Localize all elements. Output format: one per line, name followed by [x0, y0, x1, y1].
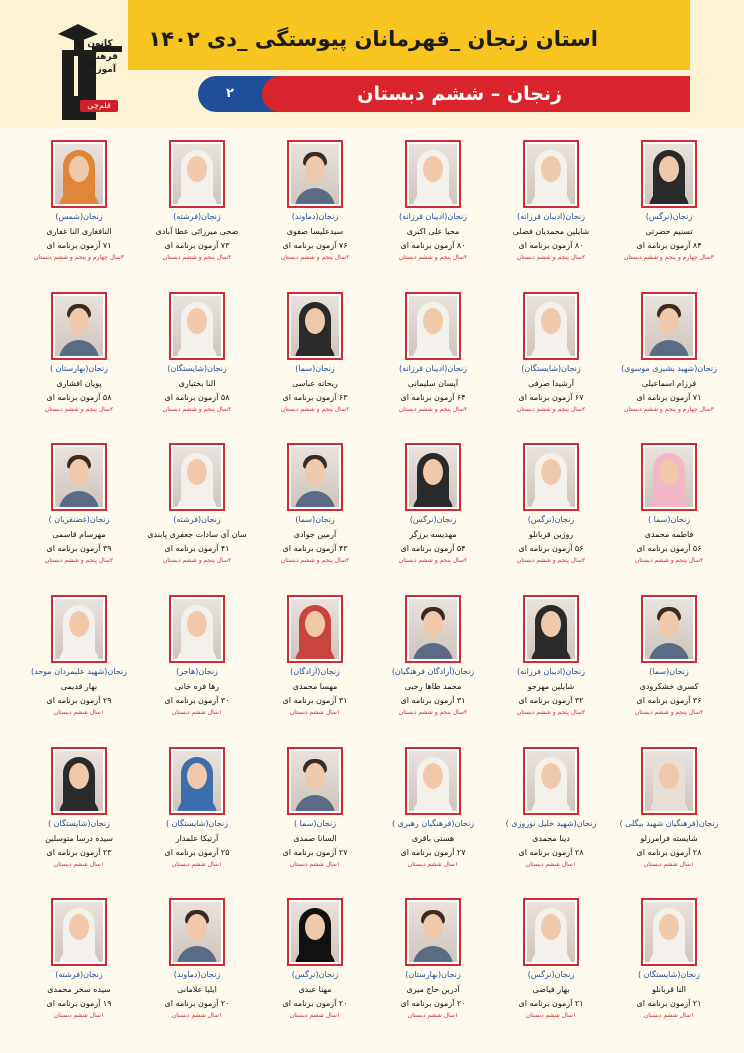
- student-name: محمد طاها رجبی: [404, 682, 462, 691]
- student-name: رها فره خانی: [174, 682, 220, 691]
- student-photo: [523, 595, 579, 663]
- student-card: [610, 288, 728, 440]
- student-name: مهدیسه برزگر: [409, 530, 457, 540]
- student-school: زنجان(شایستگان): [521, 363, 581, 373]
- photo-portrait: [55, 296, 103, 356]
- student-exam-count: ۵۸ آزمون برنامه ای: [46, 392, 112, 402]
- student-photo: [169, 747, 225, 815]
- photo-portrait: [173, 902, 221, 962]
- student-grid: [20, 136, 728, 1046]
- student-exam-count: ۷۳ آزمون برنامه ای: [164, 241, 230, 250]
- student-exam-count: ۶۷ آزمون برنامه ای: [518, 392, 584, 402]
- student-years: ۲سال پنجم و ششم دبستان: [162, 557, 232, 565]
- student-photo: [51, 140, 107, 208]
- photo-portrait: [645, 599, 693, 659]
- photo-portrait: [645, 751, 693, 811]
- student-name: السانا صمدی: [293, 833, 337, 843]
- student-school: زنجان(سما): [649, 667, 689, 676]
- photo-portrait: [291, 296, 339, 356]
- student-card: [492, 136, 610, 288]
- student-years: ۲سال پنجم و ششم دبستان: [398, 709, 468, 716]
- student-name: کسری خشکرودی: [639, 682, 699, 691]
- portrait-shoulders: [413, 643, 453, 659]
- portrait-face: [423, 763, 443, 789]
- student-years: ۱سال ششم دبستان: [171, 709, 223, 716]
- student-exam-count: ۳۱ آزمون برنامه ای: [282, 696, 348, 705]
- portrait-shoulders: [413, 946, 453, 962]
- student-name: تسنیم حضرتی: [645, 227, 693, 236]
- student-years: ۲سال پنجم و ششم دبستان: [634, 709, 704, 716]
- photo-portrait: [55, 902, 103, 962]
- student-exam-count: ۲۱ آزمون برنامه ای: [636, 999, 702, 1009]
- student-card: [610, 439, 728, 591]
- portrait-face: [423, 308, 443, 334]
- student-school: زنجان(بهارستان): [405, 970, 461, 980]
- student-school: زنجان(فرشته): [173, 515, 221, 525]
- student-school: زنجان(فرشته): [55, 970, 103, 980]
- photo-portrait: [291, 447, 339, 507]
- student-photo: [51, 292, 107, 360]
- portrait-shoulders: [177, 946, 217, 962]
- student-photo: [641, 898, 697, 966]
- student-card: [20, 439, 138, 591]
- student-card: [610, 743, 728, 895]
- portrait-face: [69, 156, 89, 182]
- student-exam-count: ۸۰ آزمون برنامه ای: [400, 241, 466, 250]
- student-exam-count: ۵۸ آزمون برنامه ای: [164, 392, 230, 402]
- student-card: [20, 288, 138, 440]
- photo-portrait: [409, 296, 457, 356]
- student-name: شایلین محمدیان فضلی: [512, 227, 590, 236]
- photo-portrait: [527, 751, 575, 811]
- student-photo: [641, 595, 697, 663]
- student-school: زنجان(ادیبان فرزانه): [399, 212, 467, 221]
- page-subtitle: زنجان – ششم دبستان: [357, 83, 562, 105]
- photo-portrait: [291, 751, 339, 811]
- student-exam-count: ۲۸ آزمون برنامه ای: [636, 847, 702, 857]
- student-exam-count: ۷۱ آزمون برنامه ای: [46, 241, 112, 250]
- portrait-shoulders: [649, 340, 689, 356]
- portrait-face: [305, 459, 325, 485]
- student-name: آیسان سلیمانی: [407, 378, 459, 388]
- portrait-face: [187, 308, 207, 334]
- portrait-face: [423, 914, 443, 940]
- student-name: ضحی میرزائی عطا آبادی: [155, 227, 239, 236]
- portrait-face: [659, 308, 679, 334]
- student-school: زنجان(ادیبان فرزانه): [517, 212, 585, 221]
- student-card: [256, 288, 374, 440]
- student-years: ۱سال ششم دبستان: [643, 1012, 695, 1020]
- student-school: زنجان(سما): [295, 363, 335, 373]
- student-school: زنجان(نرگس): [409, 515, 457, 525]
- student-years: ۲سال پنجم و ششم دبستان: [516, 709, 586, 716]
- student-years: ۱سال ششم دبستان: [525, 860, 577, 868]
- student-exam-count: ۳۲ آزمون برنامه ای: [518, 696, 584, 705]
- student-photo: [523, 140, 579, 208]
- portrait-face: [305, 308, 325, 334]
- student-years: ۳سال چهارم و پنجم و ششم دبستان: [623, 405, 715, 413]
- portrait-face: [69, 611, 89, 637]
- student-school: زنجان(فرهنگیان رهبری ): [391, 818, 475, 828]
- student-school: زنجان(بهارستان ): [50, 363, 108, 373]
- student-card: [20, 894, 138, 1046]
- photo-portrait: [55, 599, 103, 659]
- student-school: زنجان(نرگس): [645, 212, 693, 221]
- portrait-face: [423, 611, 443, 637]
- student-name: هستی باقری: [411, 833, 455, 843]
- student-school: زنجان(شایستگان ): [48, 818, 110, 828]
- student-name: آرتیکا علمدار: [175, 833, 219, 843]
- student-name: مهرسام قاسمی: [52, 530, 106, 540]
- student-school: زنجان(آزادگان): [290, 667, 340, 676]
- student-photo: [287, 292, 343, 360]
- photo-portrait: [409, 447, 457, 507]
- student-card: [492, 591, 610, 743]
- student-card: [20, 136, 138, 288]
- student-photo: [405, 292, 461, 360]
- photo-portrait: [645, 296, 693, 356]
- student-photo: [523, 747, 579, 815]
- student-exam-count: ۵۶ آزمون برنامه ای: [518, 544, 584, 554]
- student-years: ۲سال پنجم و ششم دبستان: [162, 254, 232, 261]
- student-school: زنجان(فرشته): [173, 212, 221, 221]
- student-name: ریحانه عباسی: [292, 378, 338, 388]
- student-name: آرمین جوادی: [293, 530, 337, 540]
- photo-portrait: [173, 599, 221, 659]
- student-photo: [169, 898, 225, 966]
- student-name: النا قربانلو: [652, 985, 686, 995]
- student-exam-count: ۲۹ آزمون برنامه ای: [46, 696, 112, 705]
- student-years: ۱سال ششم دبستان: [407, 1012, 459, 1020]
- student-school: زنجان(شمس): [55, 212, 103, 221]
- student-card: [256, 136, 374, 288]
- student-card: [138, 136, 256, 288]
- photo-portrait: [645, 902, 693, 962]
- student-photo: [405, 140, 461, 208]
- student-photo: [523, 898, 579, 966]
- student-card: [374, 136, 492, 288]
- student-school: زنجان(فرهنگیان شهید بیگلی ): [619, 818, 719, 828]
- photo-portrait: [55, 447, 103, 507]
- student-card: [256, 894, 374, 1046]
- student-school: زنجان(هاجر): [176, 667, 218, 676]
- portrait-face: [541, 308, 561, 334]
- photo-portrait: [527, 902, 575, 962]
- student-photo: [287, 898, 343, 966]
- student-exam-count: ۶۳ آزمون برنامه ای: [282, 392, 348, 402]
- photo-portrait: [173, 144, 221, 204]
- student-photo: [405, 747, 461, 815]
- photo-portrait: [409, 751, 457, 811]
- student-photo: [287, 140, 343, 208]
- student-photo: [169, 140, 225, 208]
- student-years: ۲سال پنجم و ششم دبستان: [280, 405, 350, 413]
- student-years: ۱سال ششم دبستان: [407, 860, 459, 868]
- student-school: زنجان(شهید خلیل نوروزی ): [505, 818, 597, 828]
- photo-portrait: [291, 599, 339, 659]
- photo-portrait: [173, 751, 221, 811]
- student-name: بهار فیاضی: [532, 985, 570, 995]
- logo-line-1: کانون: [87, 39, 113, 49]
- student-name: شایسته فرامرزلو: [640, 833, 698, 843]
- student-years: ۲سال پنجم و ششم دبستان: [398, 405, 468, 413]
- student-card: [610, 591, 728, 743]
- student-photo: [405, 898, 461, 966]
- student-years: ۱سال ششم دبستان: [53, 709, 105, 716]
- portrait-shoulders: [649, 643, 689, 659]
- student-name: پویان افشاری: [56, 378, 102, 388]
- student-card: [20, 591, 138, 743]
- student-photo: [287, 595, 343, 663]
- student-years: ۳سال چهارم و پنجم و ششم دبستان: [33, 254, 125, 261]
- student-card: [20, 743, 138, 895]
- student-card: [138, 894, 256, 1046]
- student-photo: [641, 140, 697, 208]
- photo-portrait: [173, 447, 221, 507]
- student-exam-count: ۴۳ آزمون برنامه ای: [282, 544, 348, 554]
- student-name: بهار قدیمی: [60, 682, 98, 691]
- student-years: ۲سال پنجم و ششم دبستان: [516, 557, 586, 565]
- portrait-shoulders: [295, 491, 335, 507]
- logo-line-2: فرهنگی: [82, 52, 118, 62]
- student-card: [610, 894, 728, 1046]
- portrait-face: [187, 156, 207, 182]
- student-photo: [523, 292, 579, 360]
- student-exam-count: ۳۰ آزمون برنامه ای: [164, 696, 230, 705]
- student-years: ۲سال پنجم و ششم دبستان: [162, 405, 232, 413]
- logo-text: [78, 38, 122, 77]
- student-school: زنجان(غضنفریان ): [48, 515, 110, 525]
- photo-portrait: [527, 144, 575, 204]
- photo-portrait: [527, 447, 575, 507]
- student-school: زنجان(دماوند): [173, 970, 221, 980]
- portrait-shoulders: [59, 491, 99, 507]
- student-exam-count: ۲۷ آزمون برنامه ای: [282, 847, 348, 857]
- student-exam-count: ۵۶ آزمون برنامه ای: [636, 544, 702, 554]
- student-name: سان آی سادات جعفری پابندی: [147, 530, 247, 540]
- student-exam-count: ۳۶ آزمون برنامه ای: [636, 696, 702, 705]
- photo-portrait: [291, 144, 339, 204]
- student-card: [374, 439, 492, 591]
- student-card: [256, 439, 374, 591]
- student-years: ۲سال پنجم و ششم دبستان: [516, 254, 586, 261]
- student-years: ۲سال پنجم و ششم دبستان: [44, 405, 114, 413]
- student-photo: [169, 443, 225, 511]
- student-years: ۱سال ششم دبستان: [171, 1012, 223, 1020]
- student-exam-count: ۲۱ آزمون برنامه ای: [518, 999, 584, 1009]
- student-school: زنجان(شایستگان ): [638, 970, 700, 980]
- student-card: [138, 591, 256, 743]
- student-name: مهنا عبدی: [298, 985, 332, 995]
- student-card: [256, 591, 374, 743]
- student-photo: [405, 443, 461, 511]
- portrait-face: [187, 763, 207, 789]
- photo-portrait: [55, 751, 103, 811]
- portrait-face: [659, 156, 679, 182]
- student-exam-count: ۲۵ آزمون برنامه ای: [164, 847, 230, 857]
- student-school: زنجان(شایستگان): [167, 363, 227, 373]
- portrait-face: [305, 156, 325, 182]
- student-years: ۱سال ششم دبستان: [289, 709, 341, 716]
- portrait-face: [541, 611, 561, 637]
- student-name: شایلین مهرجو: [527, 682, 575, 691]
- photo-portrait: [527, 296, 575, 356]
- photo-portrait: [409, 902, 457, 962]
- student-photo: [169, 292, 225, 360]
- student-years: ۲سال پنجم و ششم دبستان: [398, 254, 468, 261]
- student-school: زنجان(آزادگان فرهنگیان): [391, 667, 475, 676]
- student-exam-count: ۲۸ آزمون برنامه ای: [518, 847, 584, 857]
- student-years: ۲سال پنجم و ششم دبستان: [280, 254, 350, 261]
- student-years: ۱سال ششم دبستان: [53, 860, 105, 868]
- student-card: [374, 288, 492, 440]
- student-years: ۱سال ششم دبستان: [171, 860, 223, 868]
- student-name: آدرین حاج میری: [406, 985, 460, 995]
- student-years: ۲سال پنجم و ششم دبستان: [280, 557, 350, 565]
- student-name: النا بختیاری: [178, 378, 216, 388]
- page-number: ۲: [226, 86, 234, 101]
- student-exam-count: ۷۱ آزمون برنامه ای: [636, 392, 702, 402]
- student-card: [138, 743, 256, 895]
- student-card: [138, 288, 256, 440]
- student-school: زنجان(سما): [295, 515, 335, 525]
- student-photo: [287, 443, 343, 511]
- portrait-face: [541, 763, 561, 789]
- photo-portrait: [173, 296, 221, 356]
- student-school: زنجان(شهید بشیری موسوی): [621, 363, 717, 373]
- student-card: [610, 136, 728, 288]
- logo-red-tag: قلم‌چی: [80, 100, 118, 112]
- student-years: ۲سال پنجم و ششم دبستان: [634, 557, 704, 565]
- student-card: [492, 743, 610, 895]
- student-photo: [405, 595, 461, 663]
- portrait-shoulders: [295, 795, 335, 811]
- portrait-face: [541, 156, 561, 182]
- student-name: دینا محمدی: [532, 833, 570, 843]
- student-name: سیده درسا متوسلین: [45, 833, 113, 843]
- student-school: زنجان(ادیبان فرزانه): [517, 667, 585, 676]
- student-card: [492, 288, 610, 440]
- portrait-face: [69, 308, 89, 334]
- student-years: ۱سال ششم دبستان: [53, 1012, 105, 1020]
- student-school: زنجان(شهید علیمردان موحد): [31, 667, 127, 676]
- student-school: زنجان(شایستگان ): [166, 818, 228, 828]
- student-name: روژین قربانلو: [528, 530, 574, 540]
- student-name: سیده سحر محمدی: [47, 985, 111, 995]
- student-card: [374, 894, 492, 1046]
- photo-portrait: [527, 599, 575, 659]
- student-name: فاطمه محمدی: [644, 530, 694, 540]
- student-years: ۱سال ششم دبستان: [525, 1012, 577, 1020]
- student-school: زنجان(سما ): [293, 818, 337, 828]
- student-card: [492, 439, 610, 591]
- student-name: فرزام اسماعیلی: [641, 378, 697, 388]
- student-card: [138, 439, 256, 591]
- student-card: [492, 894, 610, 1046]
- student-years: ۱سال ششم دبستان: [643, 860, 695, 868]
- student-exam-count: ۶۴ آزمون برنامه ای: [400, 392, 466, 402]
- student-exam-count: ۵۴ آزمون برنامه ای: [400, 544, 466, 554]
- photo-portrait: [645, 144, 693, 204]
- portrait-shoulders: [59, 340, 99, 356]
- student-photo: [641, 747, 697, 815]
- student-years: ۳سال چهارم و پنجم و ششم دبستان: [623, 254, 715, 261]
- student-exam-count: ۸۴ آزمون برنامه ای: [636, 241, 702, 250]
- student-card: [256, 743, 374, 895]
- student-name: سیدعلیسا صفوی: [286, 227, 344, 236]
- student-photo: [51, 443, 107, 511]
- student-card: [374, 743, 492, 895]
- student-exam-count: ۲۷ آزمون برنامه ای: [400, 847, 466, 857]
- portrait-face: [423, 156, 443, 182]
- student-photo: [51, 747, 107, 815]
- student-years: ۱سال ششم دبستان: [289, 1012, 341, 1020]
- photo-portrait: [409, 144, 457, 204]
- student-name: ایلیا علامانی: [177, 985, 217, 995]
- student-school: زنجان(نرگس): [527, 970, 575, 980]
- student-years: ۲سال پنجم و ششم دبستان: [398, 557, 468, 565]
- student-exam-count: ۱۹ آزمون برنامه ای: [46, 999, 112, 1009]
- student-exam-count: ۴۱ آزمون برنامه ای: [164, 544, 230, 554]
- student-exam-count: ۲۰ آزمون برنامه ای: [164, 999, 230, 1009]
- photo-portrait: [409, 599, 457, 659]
- portrait-face: [659, 611, 679, 637]
- portrait-face: [187, 611, 207, 637]
- logo-line-3: آموزش: [84, 65, 116, 75]
- student-photo: [523, 443, 579, 511]
- portrait-face: [659, 763, 679, 789]
- portrait-face: [69, 459, 89, 485]
- student-card: [374, 591, 492, 743]
- student-exam-count: ۳۱ آزمون برنامه ای: [400, 696, 466, 705]
- photo-portrait: [55, 144, 103, 204]
- portrait-face: [305, 611, 325, 637]
- student-school: زنجان(دماوند): [291, 212, 339, 221]
- student-name: محیا علی اکبری: [406, 227, 460, 236]
- student-exam-count: ۳۹ آزمون برنامه ای: [46, 544, 112, 554]
- portrait-face: [305, 763, 325, 789]
- student-photo: [641, 292, 697, 360]
- student-school: زنجان(سما ): [647, 515, 691, 525]
- student-school: زنجان(ادیبان فرزانه): [399, 363, 467, 373]
- student-years: ۲سال پنجم و ششم دبستان: [516, 405, 586, 413]
- student-exam-count: ۸۰ آزمون برنامه ای: [518, 241, 584, 250]
- portrait-face: [69, 763, 89, 789]
- student-photo: [51, 595, 107, 663]
- student-school: زنجان(نرگس): [291, 970, 339, 980]
- student-photo: [641, 443, 697, 511]
- student-exam-count: ۷۶ آزمون برنامه ای: [282, 241, 348, 250]
- student-years: ۲سال پنجم و ششم دبستان: [44, 557, 114, 565]
- student-exam-count: ۲۰ آزمون برنامه ای: [282, 999, 348, 1009]
- student-photo: [169, 595, 225, 663]
- student-photo: [287, 747, 343, 815]
- student-years: ۱سال ششم دبستان: [289, 860, 341, 868]
- student-name: مهسا محمدی: [292, 682, 338, 691]
- portrait-shoulders: [295, 188, 335, 204]
- page-title: استان زنجان _قهرمانان پیوستگی _دی ۱۴۰۲: [148, 27, 598, 51]
- student-photo: [51, 898, 107, 966]
- student-exam-count: ۲۳ آزمون برنامه ای: [46, 847, 112, 857]
- student-school: زنجان(نرگس): [527, 515, 575, 525]
- photo-portrait: [645, 447, 693, 507]
- photo-portrait: [291, 902, 339, 962]
- student-name: النافغاری النا غفاری: [46, 227, 112, 236]
- student-exam-count: ۲۰ آزمون برنامه ای: [400, 999, 466, 1009]
- portrait-face: [187, 914, 207, 940]
- student-name: آرشیدا صرفی: [528, 378, 574, 388]
